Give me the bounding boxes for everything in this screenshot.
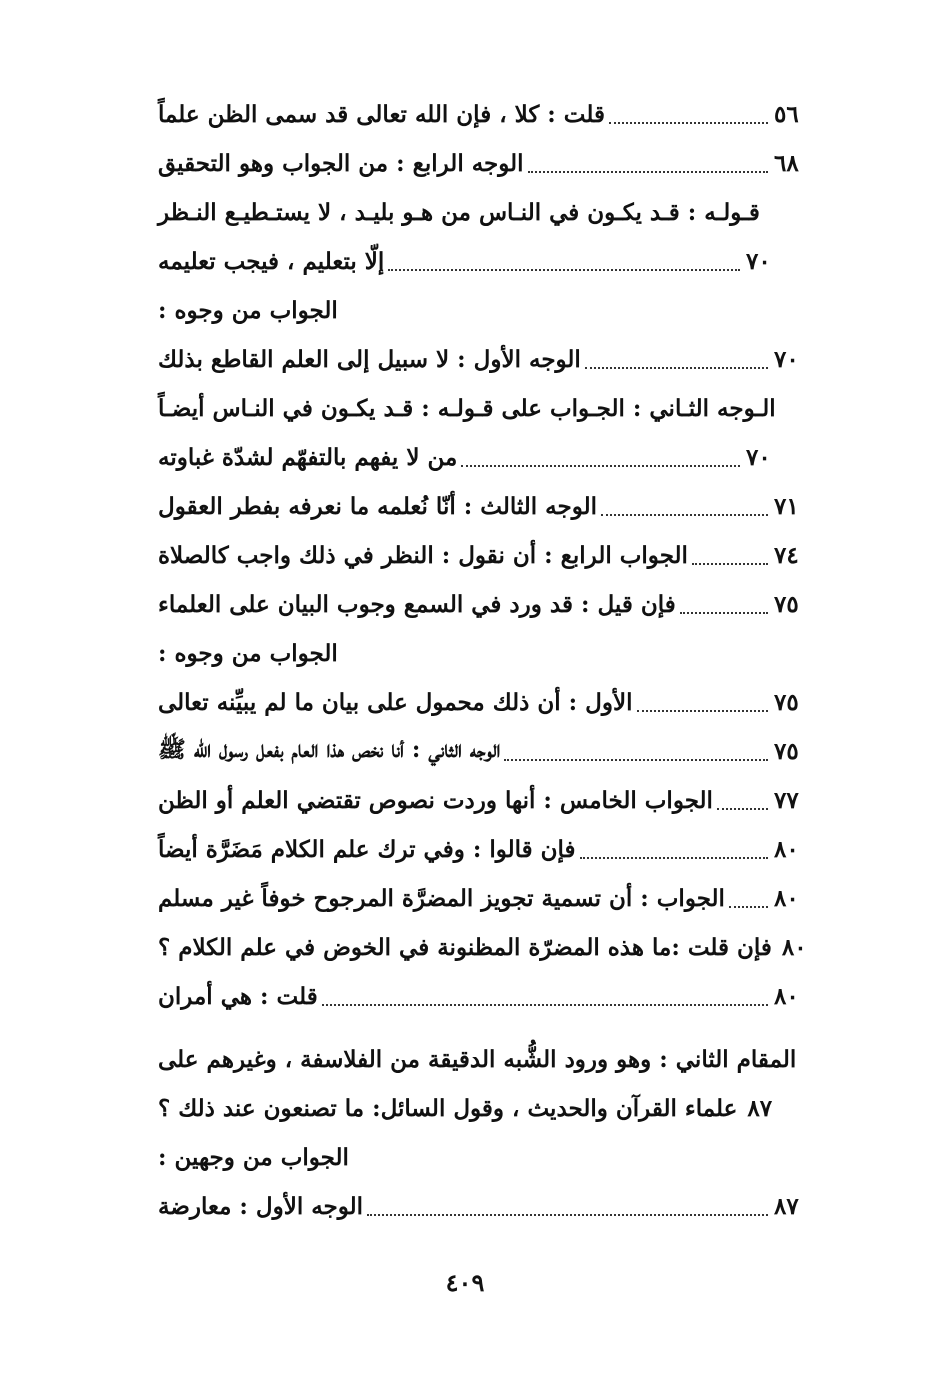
toc-entry-text: الجواب الرابع : أن نقول : النظر في ذلك واجب كالصلاة	[158, 542, 688, 569]
toc-page-number: ٨٠	[781, 934, 807, 961]
toc-entry-text: المقام الثاني : وهو ورود الشُّبه الدقيقة من الفلاسفة ، وغيرهم على	[158, 1046, 797, 1073]
toc-entry-text: علماء القرآن والحديث ، وقول السائل: ما تصنعون عند ذلك ؟	[158, 1095, 738, 1122]
toc-page-number: ٧١	[774, 493, 799, 520]
toc-entry-text: من لا يفهم بالتفهّم لشدّة غباوته	[158, 444, 458, 471]
leader-dots	[322, 1004, 768, 1006]
toc-section-heading	[158, 286, 808, 335]
leader-dots	[680, 612, 768, 614]
toc-entry-text: قلت : هي أمران	[158, 983, 318, 1010]
toc-entry-text: فإن قيل : قد ورد في السمع وجوب البيان على العلماء	[158, 591, 676, 618]
toc-page-number: ٨٠	[774, 836, 799, 863]
toc-entry	[158, 433, 808, 482]
toc-entry	[158, 825, 808, 874]
toc-page-number: ٧٤	[774, 542, 799, 569]
toc-entry	[158, 972, 808, 1021]
toc-entry-text: فإن قلت :ما هذه المضرّة المظنونة في الخوض في علم الكلام ؟	[158, 934, 772, 961]
toc-entry	[158, 335, 808, 384]
toc-entry-text: الجواب : أن تسمية تجويز المضرَّة المرجوح خوفاً غير مسلم	[158, 885, 725, 912]
toc-entry	[158, 90, 808, 139]
leader-dots	[580, 857, 768, 859]
leader-dots	[367, 1214, 768, 1216]
toc-entry-text: فإن قالوا : وفي ترك علم الكلام مَضَرَّة أيضاً	[158, 836, 576, 863]
toc-page-number: ٧٠	[746, 444, 771, 471]
toc-entry	[158, 874, 808, 923]
toc-entry-text: الوجه الأول : لا سبيل إلى العلم القاطع بذلك	[158, 346, 581, 373]
toc-page-number: ٨٧	[747, 1095, 773, 1122]
table-of-contents	[158, 90, 808, 1231]
toc-page-number: ٧٧	[774, 787, 799, 814]
toc-entry	[158, 482, 808, 531]
leader-dots	[729, 906, 768, 908]
leader-dots	[461, 465, 740, 467]
toc-heading-text: الجواب من وجوه :	[158, 297, 338, 324]
toc-section-heading	[158, 629, 808, 678]
toc-entry-text: الوجه الثاني : أنا نخص هذا العام بفعل رسول الله ﷺ	[158, 735, 501, 763]
toc-entry-text: الأول : أن ذلك محمول على بيان ما لم يبيِّنه تعالى	[158, 689, 633, 716]
toc-entry-text: إلّا بتعليم ، فيجب تعليمه	[158, 248, 385, 275]
toc-entry	[158, 237, 808, 286]
toc-heading-text: الجواب من وجوه :	[158, 640, 338, 667]
toc-page-number: ٧٠	[746, 248, 771, 275]
toc-page-number: ٨٧	[774, 1193, 799, 1220]
toc-heading-text: الجواب من وجهين :	[158, 1144, 349, 1171]
toc-entry	[158, 384, 808, 433]
toc-entry	[158, 1035, 808, 1084]
toc-entry	[158, 678, 808, 727]
toc-page-number: ٨٠	[774, 885, 799, 912]
toc-entry-text: الوجه الثالث : أنّا نُعلمه ما نعرفه بفطر العقول	[158, 493, 598, 520]
toc-entry	[158, 580, 808, 629]
toc-page-number: ٧٥	[774, 591, 799, 618]
toc-entry	[158, 531, 808, 580]
toc-entry	[158, 776, 808, 825]
leader-dots	[609, 122, 768, 124]
toc-page-number: ٨٠	[774, 983, 799, 1010]
leader-dots	[388, 269, 740, 271]
leader-dots	[528, 171, 768, 173]
leader-dots	[504, 759, 768, 761]
toc-entry	[158, 727, 808, 776]
leader-dots	[637, 710, 769, 712]
toc-page-number: ٧٠	[774, 346, 799, 373]
toc-entry	[158, 188, 808, 237]
toc-page-number: ٦٨	[774, 150, 799, 177]
toc-entry-text: الـوجه الثـاني : الجـواب على قـولـه : قـد يكـون في النـاس أيضـاً	[158, 395, 776, 422]
leader-dots	[601, 514, 768, 516]
toc-entry-text: الوجه الأول : معارضة	[158, 1193, 364, 1220]
toc-entry-text: قـولـه : قـد يكـون في النـاس من هـو بليـد ، لا يستـطيـع النـظر	[158, 199, 760, 226]
leader-dots	[717, 808, 768, 810]
toc-entry-text: قلت : كلا ، فإن الله تعالى قد سمى الظن علماً	[158, 101, 605, 128]
leader-dots	[692, 563, 768, 565]
toc-page-number: ٥٦	[774, 101, 799, 128]
leader-dots	[585, 367, 768, 369]
toc-entry	[158, 139, 808, 188]
toc-entry-text: الجواب الخامس : أنها وردت نصوص تقتضي العلم أو الظن	[158, 787, 713, 814]
page-number-footer: ٤٠٩	[445, 1268, 485, 1297]
toc-entry	[158, 1084, 808, 1133]
toc-entry-text: الوجه الرابع : من الجواب وهو التحقيق	[158, 150, 524, 177]
toc-entry	[158, 923, 808, 972]
toc-entry	[158, 1182, 808, 1231]
toc-page-number: ٧٥	[774, 689, 799, 716]
toc-page-number: ٧٥	[774, 738, 799, 765]
toc-section-heading	[158, 1133, 808, 1182]
